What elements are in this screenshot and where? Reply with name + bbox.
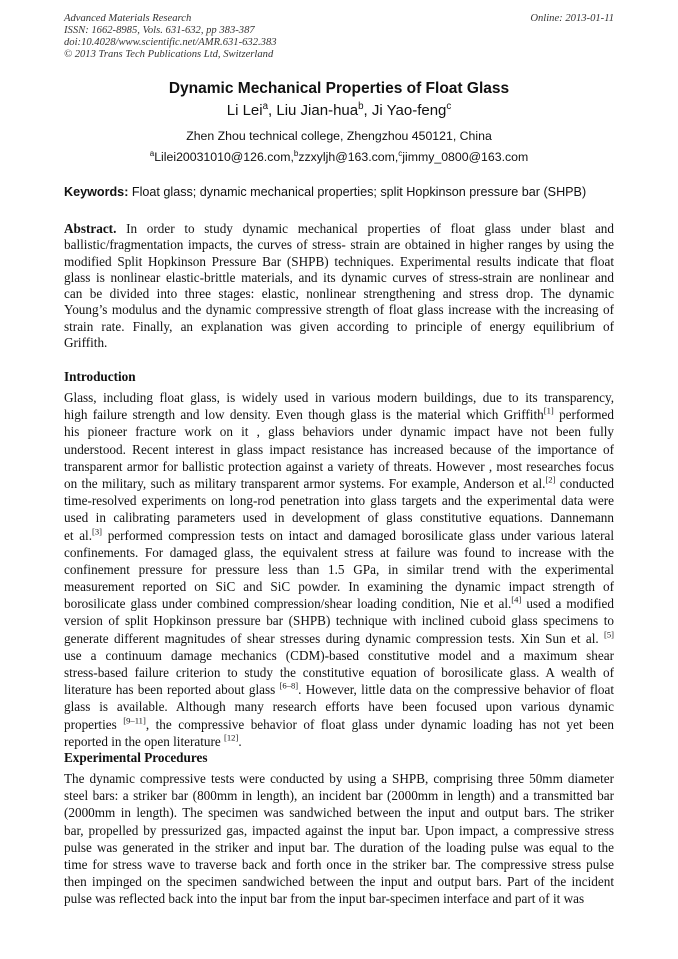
- text-line: [64, 302, 614, 318]
- email: Lilei20031010@126.com: [154, 150, 291, 164]
- text-line: [64, 389, 614, 406]
- citation: [2]: [545, 474, 556, 485]
- experimental-heading: Experimental Procedures: [64, 750, 208, 765]
- citation: [6–8]: [279, 680, 299, 691]
- text-line: [64, 839, 614, 856]
- author-affil-mark: a: [262, 101, 269, 112]
- text-line: [64, 698, 614, 715]
- line-text: time-resolved experiments on long-rod penetration into glass targets and the experimental data were: [64, 493, 614, 509]
- text-line: [64, 612, 614, 629]
- line-text: version of split Hopkinson pressure bar (SHPB) technique with inclined cuboid glass specimens to: [64, 613, 614, 629]
- text-line: [64, 458, 614, 475]
- text-line: [64, 286, 614, 302]
- email: zzxyljh@163.com: [298, 150, 395, 164]
- text-line: [64, 770, 614, 787]
- line-text: stress-based failure criterion to study the constitutive equation of borosilicate glass. A wealth of: [64, 665, 614, 680]
- line-text: used a modified: [521, 596, 615, 612]
- line-text: strain rate. Finally, an explanation was given according to principle of energy equilibrium of: [64, 318, 614, 334]
- line-text: use a continuum damage mechanics (CDM)-based constitutive model and a maximum shear: [64, 647, 614, 663]
- doi: doi:10.4028/www.scientific.net/AMR.631-632.383: [64, 37, 277, 48]
- text-line: [64, 335, 614, 351]
- line-text: literature has been reported about glass: [64, 682, 280, 698]
- text-line: [64, 237, 614, 253]
- authors: [0, 102, 678, 119]
- line-text: pulse was generated in the striker and input bar. The duration of the loading pulse was equal to the: [64, 839, 614, 855]
- text-line: [64, 319, 614, 335]
- affiliation: Zhen Zhou technical college, Zhengzhou 450121, China: [186, 129, 492, 143]
- line-text: properties: [64, 716, 124, 732]
- line-text: conducted: [555, 475, 614, 491]
- line-text: confinements. For damaged glass, the equivalent stress at failure was found to increase with the: [64, 544, 614, 560]
- keywords-label: Keywords:: [64, 185, 129, 199]
- line-text: confinement pressure for pressure less than 1.5 GPa, in similar trend with the experimental: [64, 561, 614, 577]
- email-separator: ,: [290, 150, 294, 164]
- line-text: time for stress wave to traverse back and forth once in the striker bar. The compressive stress pulse: [64, 856, 614, 872]
- text-line: [64, 423, 614, 440]
- text-line: [64, 441, 614, 458]
- line-text: modified Split Hopkinson Pressure Bar (SHPB) techniques. Experimental results indicate that float: [64, 253, 614, 269]
- line-text: reported in the open literature: [64, 733, 225, 749]
- line-text: pulse was reflected back into the input bar from the input bar-specimen interface and part of it was: [64, 891, 585, 907]
- line-text: , the compressive behavior of float glass under dynamic loading has not yet been: [145, 716, 615, 732]
- line-text: then impinged on the specimen sandwiched between the input and output bars. Part of the incident: [64, 874, 614, 890]
- line-text: can be divided into three stages: elastic, nonlinear strengthening and stress drop. The dynamic: [64, 286, 614, 302]
- text-line: [64, 630, 614, 647]
- line-text: measurement reported on SiC and SiC powder. In examining the dynamic impact strength of: [64, 579, 614, 595]
- introduction-body: [64, 389, 614, 750]
- keywords: [64, 185, 586, 199]
- text-line: [64, 681, 614, 698]
- line-text: Young’s modulus and the dynamic compressive strength of float glass increase with the increasing of: [64, 302, 614, 318]
- citation: [4]: [511, 594, 522, 605]
- text-line: [64, 254, 614, 270]
- author-name: Li Lei: [226, 102, 263, 119]
- line-text: et al.: [64, 527, 93, 543]
- text-line: [64, 561, 614, 578]
- author-name: Ji Yao-feng: [371, 102, 447, 119]
- journal-header: [64, 13, 277, 61]
- line-text: The dynamic compressive tests were conducted by using a SHPB, comprising three 50mm diameter: [64, 771, 614, 786]
- line-text: high failure strength and low density. Even though glass is the material which Griffith: [64, 407, 544, 423]
- line-text: used in calibrating parameters used in development of glass constitutive equations. Dannemann: [64, 510, 614, 526]
- line-text: glass is available. Although many research efforts have been focused upon various dynamic: [64, 699, 614, 715]
- email-mark: a: [149, 148, 155, 158]
- line-text: (2000mm in length). The specimen was sandwiched between the input and output bars. The striker: [64, 805, 614, 821]
- online-date: Online: 2013-01-11: [530, 13, 614, 24]
- text-line: [64, 787, 614, 804]
- text-line: [64, 664, 614, 681]
- text-line: [64, 804, 614, 821]
- paper-title: Dynamic Mechanical Properties of Float Glass: [168, 80, 510, 97]
- text-line: [64, 270, 614, 286]
- author-affil-mark: c: [446, 101, 452, 112]
- citation: [1]: [543, 405, 554, 416]
- line-text: borosilicate glass under combined compression/shear loading condition, Nie et al.: [64, 596, 512, 612]
- citation: [5]: [603, 629, 614, 640]
- citation: [12]: [224, 732, 239, 743]
- line-text: steel bars: a striker bar (800mm in length), an incident bar (2000mm in length) and a transmitted bar: [64, 788, 614, 804]
- text-line: [64, 544, 614, 561]
- text-line: [64, 595, 614, 612]
- text-line: [64, 221, 614, 237]
- abstract: [64, 221, 614, 351]
- text-line: [64, 856, 614, 873]
- text-line: [64, 406, 614, 423]
- line-text: Griffith.: [64, 335, 108, 351]
- author-name: Liu Jian-hua: [276, 102, 359, 119]
- text-line: [64, 716, 614, 733]
- line-text: ballistic/fragmentation impacts, the curves of stress- strain are obtained in higher ranges by using the: [64, 237, 614, 253]
- line-text: performed: [553, 407, 615, 423]
- line-text: on the military, such as military transparent armor systems. For example, Anderson et al.: [64, 475, 546, 491]
- line-text: performed compression tests on intact and damaged borosilicate glass under various lateral: [102, 527, 614, 543]
- journal-name: Advanced Materials Research: [64, 13, 192, 24]
- line-text: . However, little data on the compressive behavior of float: [298, 682, 614, 698]
- line-text: In order to study dynamic mechanical properties of float glass under blast and: [116, 221, 614, 236]
- emails: [0, 150, 678, 164]
- issn: ISSN: 1662-8985, Vols. 631-632, pp 383-387: [64, 25, 255, 36]
- text-line: [64, 733, 614, 750]
- text-line: [64, 647, 614, 664]
- abstract-label: Abstract.: [64, 221, 117, 236]
- text-line: [64, 509, 614, 526]
- line-text: understood. Recent interest in glass impact resistance has increased because of the importance of: [64, 441, 614, 457]
- text-line: [64, 578, 614, 595]
- line-text: glass is nonlinear elastic-brittle materials, and its dynamic curves of stress-strain are nonlinear and: [64, 269, 614, 285]
- keywords-text: Float glass; dynamic mechanical properties; split Hopkinson pressure bar (SHPB): [128, 185, 587, 199]
- line-text: generate different magnitudes of shear stresses during dynamic compression tests. Xin Sun et al.: [64, 630, 604, 646]
- text-line: [64, 527, 614, 544]
- email-separator: ,: [394, 150, 399, 164]
- email-mark: c: [398, 148, 403, 158]
- text-line: [64, 492, 614, 509]
- citation: [3]: [92, 526, 103, 537]
- email-mark: b: [293, 148, 299, 158]
- experimental-body: [64, 770, 614, 908]
- line-text: bar, propelled by pressurized gas, impacted against the input bar. Upon impact, a compressive stress: [64, 822, 614, 838]
- text-line: [64, 890, 614, 907]
- author-separator: ,: [268, 102, 277, 119]
- introduction-heading: Introduction: [64, 369, 136, 384]
- line-text: transparent armor for ballistic protection against a variety of threats. However , most researches focus: [64, 458, 614, 474]
- author-separator: ,: [363, 102, 372, 119]
- text-line: [64, 873, 614, 890]
- citation: [9–11]: [123, 715, 146, 726]
- text-line: [64, 822, 614, 839]
- line-text: Glass, including float glass, is widely used in various modern buildings, due to its transparency,: [64, 390, 614, 405]
- email: jimmy_0800@163.com: [402, 150, 529, 164]
- line-text: .: [238, 733, 242, 749]
- text-line: [64, 475, 614, 492]
- line-text: his pioneer fracture work on it , glass behaviors under dynamic impact have not been fully: [64, 424, 614, 440]
- copyright: © 2013 Trans Tech Publications Ltd, Switzerland: [64, 49, 274, 60]
- author-affil-mark: b: [358, 101, 364, 112]
